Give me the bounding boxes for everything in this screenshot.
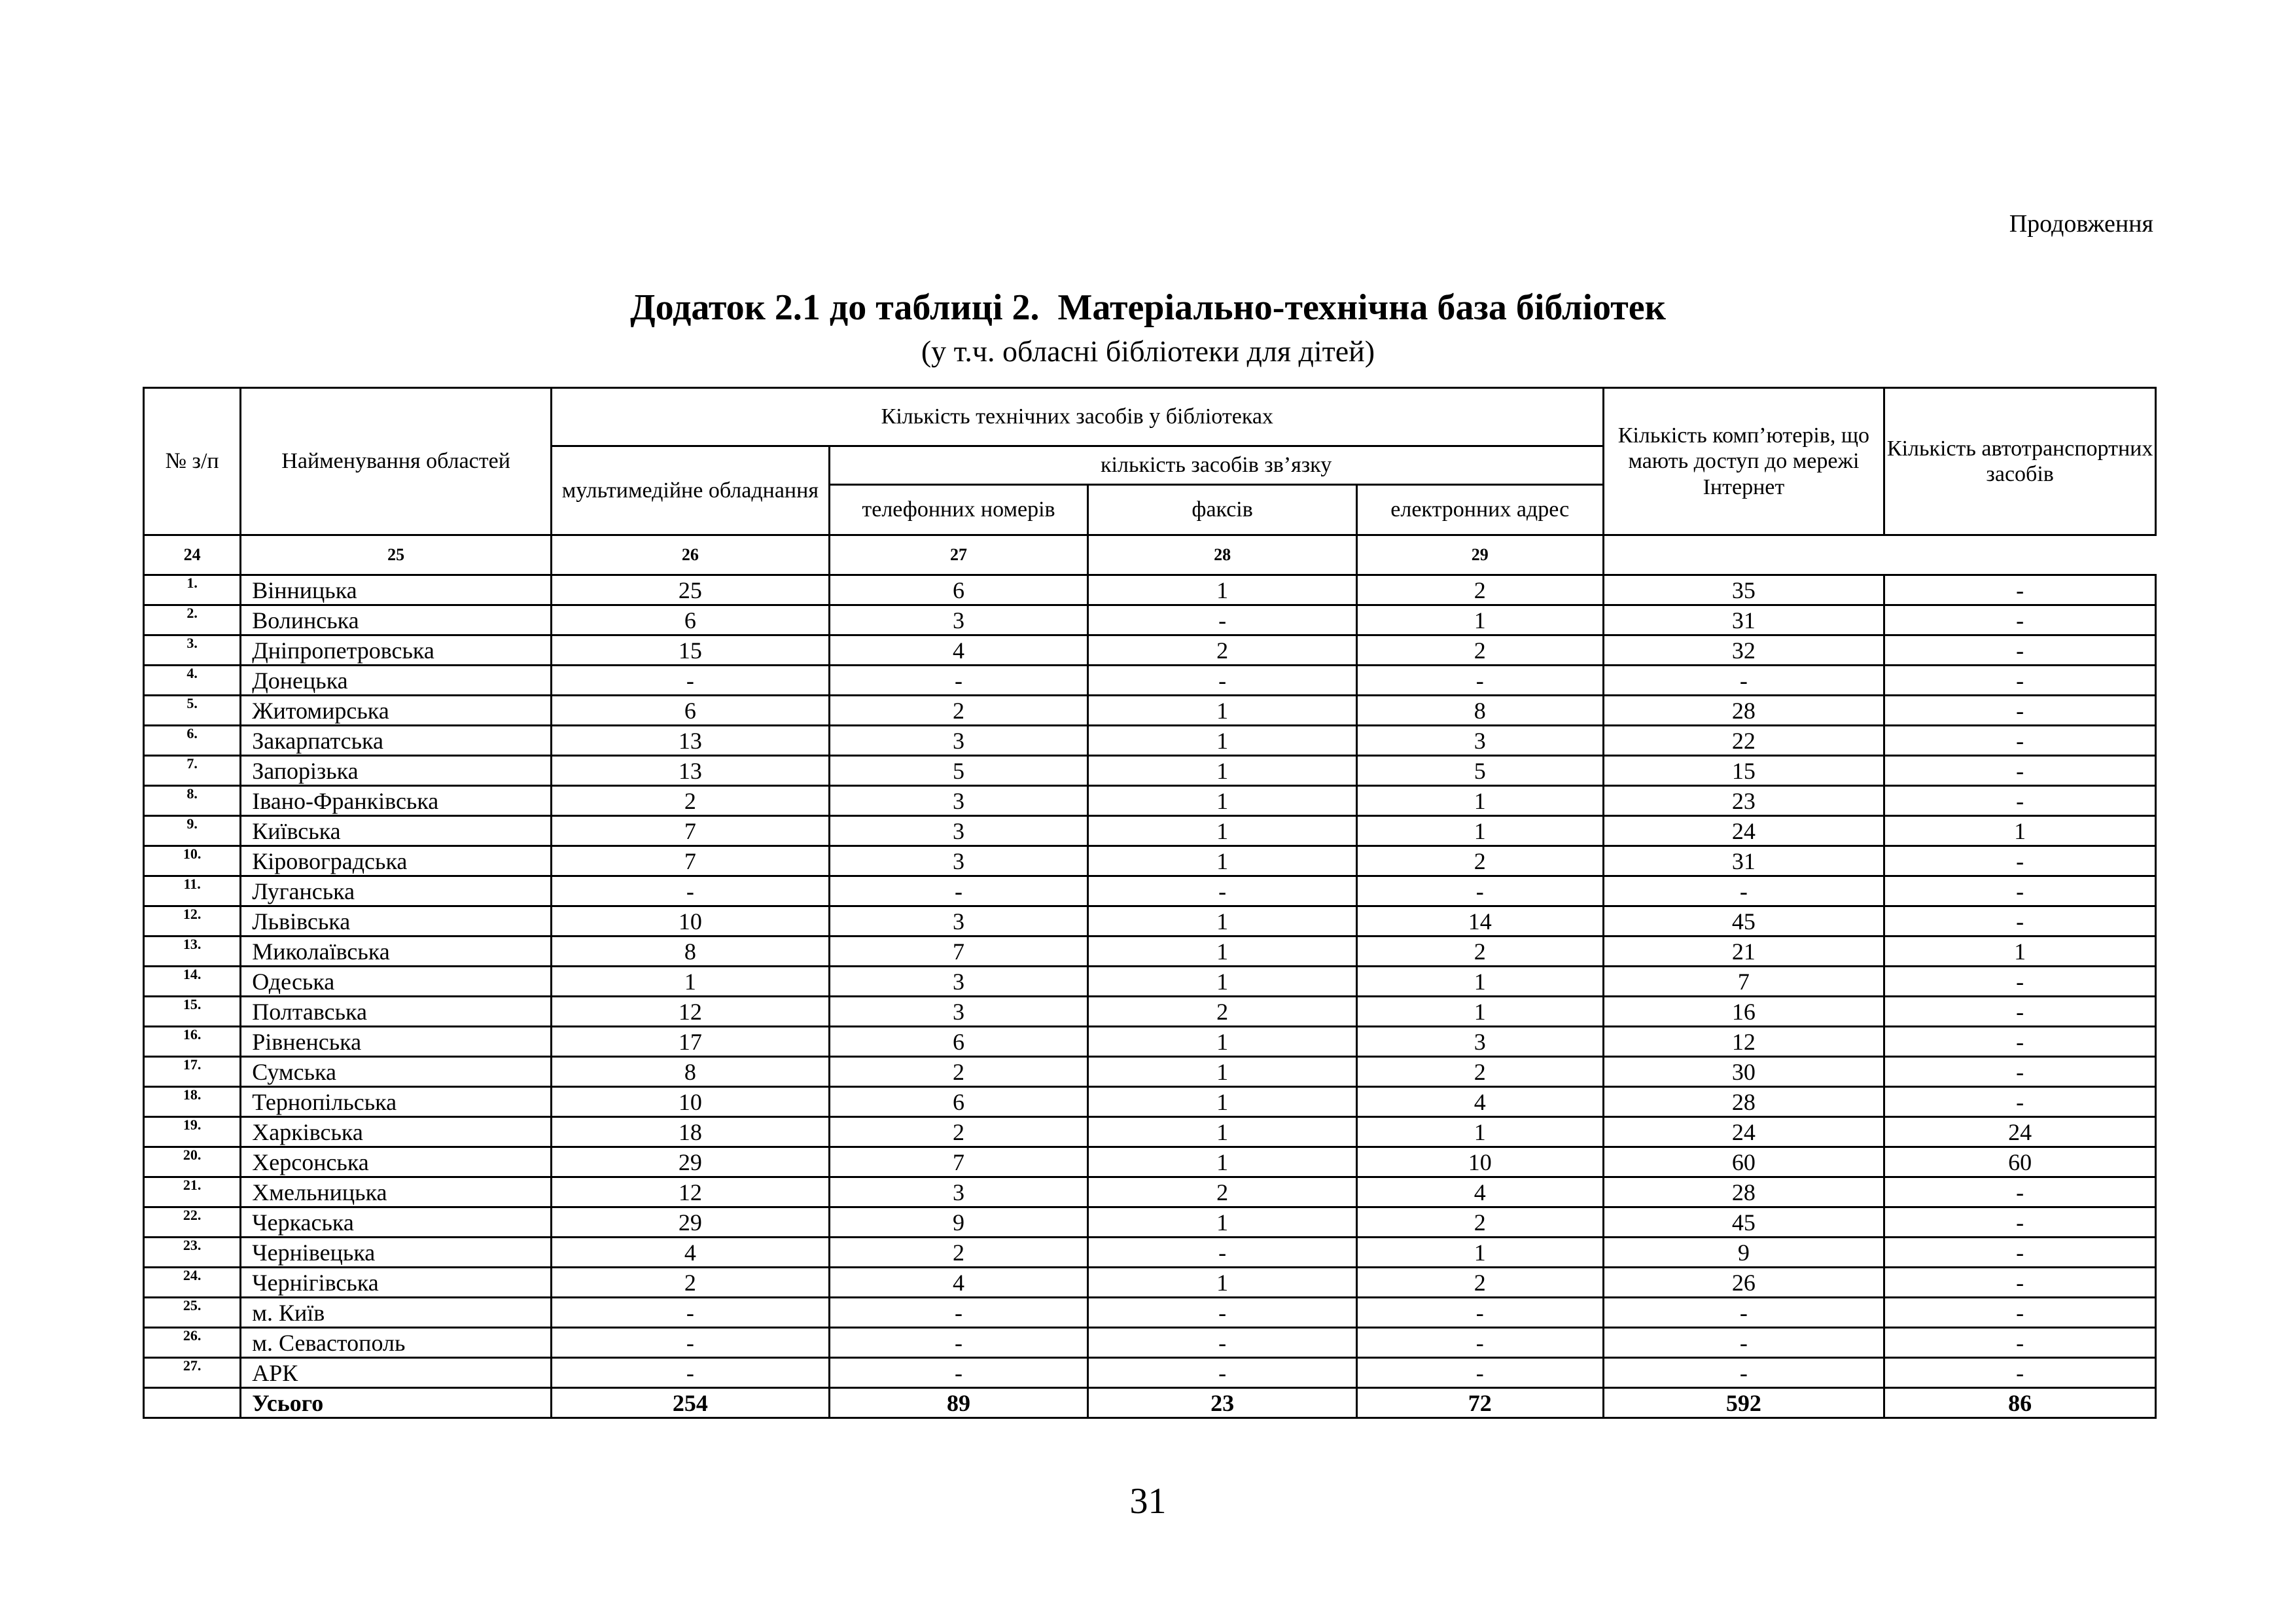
value-cell-c25: 7 [829, 936, 1088, 967]
value-cell-c27: 2 [1356, 635, 1603, 666]
value-cell-c28: 32 [1603, 635, 1884, 666]
value-cell-c24: - [552, 666, 830, 696]
value-cell-c24: 6 [552, 696, 830, 726]
region-name: Одеська [241, 967, 552, 997]
table-row [144, 1147, 2156, 1177]
value-cell-c27: 1 [1356, 997, 1603, 1027]
value-cell-c25: 3 [829, 967, 1088, 997]
table-row [144, 1268, 2156, 1298]
value-cell-c24: 12 [552, 1177, 830, 1207]
value-cell-c27: 14 [1356, 906, 1603, 936]
value-cell-c28: - [1603, 876, 1884, 906]
column-number-cell: 28 [1088, 535, 1357, 575]
row-number: 26. [144, 1328, 241, 1358]
region-name: Херсонська [241, 1147, 552, 1177]
value-cell-c28: 45 [1603, 906, 1884, 936]
header-multimedia: мультимедійне обладнання [552, 446, 830, 535]
row-number: 2. [144, 605, 241, 635]
value-cell-c28: 35 [1603, 575, 1884, 605]
value-cell-c28: 24 [1603, 1117, 1884, 1147]
value-cell-c29: - [1884, 635, 2156, 666]
table-row [144, 1298, 2156, 1328]
value-cell-c28: 45 [1603, 1207, 1884, 1238]
value-cell-c25: 3 [829, 997, 1088, 1027]
value-cell-c29: 1 [1884, 816, 2156, 846]
row-number: 11. [144, 876, 241, 906]
value-cell-c26: 1 [1088, 786, 1357, 816]
row-number: 25. [144, 1298, 241, 1328]
total-cell-c27: 72 [1356, 1388, 1603, 1418]
table-row [144, 756, 2156, 786]
value-cell-c25: 4 [829, 635, 1088, 666]
value-cell-c29: - [1884, 876, 2156, 906]
value-cell-c25: 2 [829, 1238, 1088, 1268]
value-cell-c26: - [1088, 1328, 1357, 1358]
value-cell-c29: - [1884, 1027, 2156, 1057]
page-subtitle: (у т.ч. обласні бібліотеки для дітей) [921, 334, 1375, 368]
table-row [144, 967, 2156, 997]
table-row [144, 786, 2156, 816]
value-cell-c29: - [1884, 1328, 2156, 1358]
value-cell-c28: - [1603, 1298, 1884, 1328]
row-number: 6. [144, 726, 241, 756]
column-number-cell: 29 [1356, 535, 1603, 575]
value-cell-c26: 1 [1088, 575, 1357, 605]
value-cell-c26: 1 [1088, 1027, 1357, 1057]
header-comm-group: кількість засобів зв’язку [829, 446, 1603, 485]
table-row [144, 726, 2156, 756]
value-cell-c24: 10 [552, 1087, 830, 1117]
value-cell-c27: 10 [1356, 1147, 1603, 1177]
value-cell-c27: - [1356, 666, 1603, 696]
value-cell-c26: 1 [1088, 1207, 1357, 1238]
row-number: 5. [144, 696, 241, 726]
value-cell-c26: - [1088, 876, 1357, 906]
header-tech-group: Кількість технічних засобів у бібліотеках [552, 388, 1604, 446]
value-cell-c29: - [1884, 846, 2156, 876]
value-cell-c24: 13 [552, 726, 830, 756]
row-number: 23. [144, 1238, 241, 1268]
value-cell-c24: 7 [552, 816, 830, 846]
table-row [144, 936, 2156, 967]
value-cell-c27: 2 [1356, 846, 1603, 876]
value-cell-c26: 1 [1088, 726, 1357, 756]
value-cell-c24: 2 [552, 1268, 830, 1298]
value-cell-c25: - [829, 876, 1088, 906]
value-cell-c25: 3 [829, 906, 1088, 936]
value-cell-c28: 22 [1603, 726, 1884, 756]
value-cell-c26: - [1088, 666, 1357, 696]
value-cell-c27: 5 [1356, 756, 1603, 786]
header-computers: Кількість комп’ютерів, що мають доступ до мережі Інтернет [1603, 388, 1884, 535]
table-row [144, 1087, 2156, 1117]
continuation-label: Продовження [2009, 210, 2153, 238]
value-cell-c25: - [829, 666, 1088, 696]
value-cell-c27: 1 [1356, 786, 1603, 816]
table-row [144, 696, 2156, 726]
value-cell-c29: - [1884, 605, 2156, 635]
library-equipment-table-wrapper [143, 387, 2157, 1419]
value-cell-c27: 1 [1356, 1117, 1603, 1147]
value-cell-c29: - [1884, 726, 2156, 756]
value-cell-c29: - [1884, 1298, 2156, 1328]
region-name: Харківська [241, 1117, 552, 1147]
value-cell-c24: 15 [552, 635, 830, 666]
region-name: Запорізька [241, 756, 552, 786]
value-cell-c28: 30 [1603, 1057, 1884, 1087]
total-row [144, 1388, 2156, 1418]
value-cell-c26: - [1088, 605, 1357, 635]
row-number: 8. [144, 786, 241, 816]
value-cell-c27: 1 [1356, 1238, 1603, 1268]
value-cell-c24: - [552, 1298, 830, 1328]
value-cell-c24: 12 [552, 997, 830, 1027]
value-cell-c27: 4 [1356, 1087, 1603, 1117]
region-name: Кіровоградська [241, 846, 552, 876]
page-title: Додаток 2.1 до таблиці 2. Матеріально-технічна база бібліотек [630, 287, 1666, 328]
value-cell-c25: 3 [829, 605, 1088, 635]
value-cell-c29: - [1884, 1057, 2156, 1087]
value-cell-c28: 60 [1603, 1147, 1884, 1177]
value-cell-c24: - [552, 1328, 830, 1358]
value-cell-c28: 28 [1603, 696, 1884, 726]
region-name: Закарпатська [241, 726, 552, 756]
value-cell-c29: - [1884, 967, 2156, 997]
value-cell-c24: - [552, 876, 830, 906]
value-cell-c24: 13 [552, 756, 830, 786]
value-cell-c27: - [1356, 1298, 1603, 1328]
value-cell-c24: 2 [552, 786, 830, 816]
value-cell-c28: - [1603, 666, 1884, 696]
value-cell-c26: 1 [1088, 696, 1357, 726]
value-cell-c25: - [829, 1298, 1088, 1328]
value-cell-c27: 4 [1356, 1177, 1603, 1207]
region-name: Дніпропетровська [241, 635, 552, 666]
value-cell-c28: 12 [1603, 1027, 1884, 1057]
value-cell-c25: 3 [829, 786, 1088, 816]
region-name: Волинська [241, 605, 552, 635]
value-cell-c29: 60 [1884, 1147, 2156, 1177]
row-number: 10. [144, 846, 241, 876]
value-cell-c29: - [1884, 1207, 2156, 1238]
value-cell-c25: 2 [829, 1057, 1088, 1087]
row-number: 17. [144, 1057, 241, 1087]
row-number: 7. [144, 756, 241, 786]
value-cell-c27: 1 [1356, 605, 1603, 635]
column-number-cell: 27 [829, 535, 1088, 575]
value-cell-c25: 6 [829, 1087, 1088, 1117]
value-cell-c29: - [1884, 575, 2156, 605]
table-row [144, 1207, 2156, 1238]
column-number-cell: 25 [241, 535, 552, 575]
value-cell-c29: - [1884, 756, 2156, 786]
value-cell-c27: 2 [1356, 575, 1603, 605]
table-row [144, 816, 2156, 846]
value-cell-c26: 1 [1088, 1147, 1357, 1177]
value-cell-c26: - [1088, 1298, 1357, 1328]
value-cell-c24: 6 [552, 605, 830, 635]
value-cell-c24: 25 [552, 575, 830, 605]
value-cell-c28: 23 [1603, 786, 1884, 816]
row-number: 20. [144, 1147, 241, 1177]
value-cell-c24: - [552, 1358, 830, 1388]
table-row [144, 1057, 2156, 1087]
table-row [144, 906, 2156, 936]
row-number: 27. [144, 1358, 241, 1388]
region-name: м. Севастополь [241, 1328, 552, 1358]
value-cell-c24: 7 [552, 846, 830, 876]
table-row [144, 846, 2156, 876]
table-row [144, 635, 2156, 666]
table-row [144, 997, 2156, 1027]
value-cell-c26: 2 [1088, 635, 1357, 666]
value-cell-c25: 9 [829, 1207, 1088, 1238]
header-num: № з/п [144, 388, 241, 535]
row-number: 22. [144, 1207, 241, 1238]
value-cell-c24: 17 [552, 1027, 830, 1057]
value-cell-c28: 9 [1603, 1238, 1884, 1268]
header-faxes: факсів [1088, 485, 1357, 535]
value-cell-c25: 3 [829, 1177, 1088, 1207]
value-cell-c29: - [1884, 1087, 2156, 1117]
value-cell-c27: 1 [1356, 967, 1603, 997]
table-row [144, 1328, 2156, 1358]
library-equipment-table [143, 387, 2157, 1419]
value-cell-c29: - [1884, 1358, 2156, 1388]
total-label: Усього [241, 1388, 552, 1418]
value-cell-c26: 2 [1088, 997, 1357, 1027]
table-row [144, 876, 2156, 906]
value-cell-c24: 4 [552, 1238, 830, 1268]
value-cell-c27: 2 [1356, 1268, 1603, 1298]
row-number: 1. [144, 575, 241, 605]
value-cell-c28: 15 [1603, 756, 1884, 786]
value-cell-c28: 7 [1603, 967, 1884, 997]
value-cell-c26: 1 [1088, 846, 1357, 876]
region-name: Донецька [241, 666, 552, 696]
value-cell-c26: 1 [1088, 936, 1357, 967]
value-cell-c24: 1 [552, 967, 830, 997]
region-name: Черкаська [241, 1207, 552, 1238]
value-cell-c27: 3 [1356, 726, 1603, 756]
column-number-cell: 26 [552, 535, 830, 575]
value-cell-c29: - [1884, 696, 2156, 726]
region-name: Київська [241, 816, 552, 846]
value-cell-c27: 3 [1356, 1027, 1603, 1057]
value-cell-c29: - [1884, 1268, 2156, 1298]
value-cell-c26: 1 [1088, 1087, 1357, 1117]
region-name: Тернопільська [241, 1087, 552, 1117]
value-cell-c29: 24 [1884, 1117, 2156, 1147]
value-cell-c27: 2 [1356, 1057, 1603, 1087]
value-cell-c25: 6 [829, 575, 1088, 605]
table-row [144, 1358, 2156, 1388]
value-cell-c27: 2 [1356, 1207, 1603, 1238]
row-number: 14. [144, 967, 241, 997]
region-name: Чернігівська [241, 1268, 552, 1298]
value-cell-c28: 28 [1603, 1177, 1884, 1207]
value-cell-c25: 3 [829, 726, 1088, 756]
value-cell-c24: 29 [552, 1147, 830, 1177]
value-cell-c24: 29 [552, 1207, 830, 1238]
region-name: Миколаївська [241, 936, 552, 967]
value-cell-c28: 24 [1603, 816, 1884, 846]
region-name: м. Київ [241, 1298, 552, 1328]
total-cell-c25: 89 [829, 1388, 1088, 1418]
region-name: Львівська [241, 906, 552, 936]
value-cell-c25: 2 [829, 696, 1088, 726]
row-number: 4. [144, 666, 241, 696]
total-empty-cell [144, 1388, 241, 1418]
table-row [144, 1027, 2156, 1057]
table-body [144, 575, 2156, 1418]
row-number: 9. [144, 816, 241, 846]
value-cell-c29: 1 [1884, 936, 2156, 967]
table-row [144, 666, 2156, 696]
column-number-row [144, 535, 2156, 575]
value-cell-c26: 1 [1088, 1117, 1357, 1147]
value-cell-c28: 31 [1603, 846, 1884, 876]
total-cell-c28: 592 [1603, 1388, 1884, 1418]
value-cell-c28: 28 [1603, 1087, 1884, 1117]
region-name: Чернівецька [241, 1238, 552, 1268]
header-emails: електронних адрес [1356, 485, 1603, 535]
value-cell-c25: - [829, 1328, 1088, 1358]
region-name: Полтавська [241, 997, 552, 1027]
total-cell-c29: 86 [1884, 1388, 2156, 1418]
row-number: 12. [144, 906, 241, 936]
table-row [144, 1238, 2156, 1268]
value-cell-c26: 1 [1088, 1057, 1357, 1087]
value-cell-c26: 1 [1088, 967, 1357, 997]
value-cell-c26: - [1088, 1238, 1357, 1268]
value-cell-c26: - [1088, 1358, 1357, 1388]
column-number-cell: 24 [144, 535, 241, 575]
total-cell-c26: 23 [1088, 1388, 1357, 1418]
value-cell-c24: 8 [552, 936, 830, 967]
value-cell-c25: - [829, 1358, 1088, 1388]
value-cell-c27: 8 [1356, 696, 1603, 726]
value-cell-c29: - [1884, 1177, 2156, 1207]
value-cell-c28: - [1603, 1328, 1884, 1358]
value-cell-c25: 3 [829, 846, 1088, 876]
value-cell-c28: 26 [1603, 1268, 1884, 1298]
value-cell-c27: 2 [1356, 936, 1603, 967]
value-cell-c28: 16 [1603, 997, 1884, 1027]
value-cell-c29: - [1884, 997, 2156, 1027]
value-cell-c27: - [1356, 1358, 1603, 1388]
page-number: 31 [1129, 1481, 1167, 1522]
value-cell-c24: 8 [552, 1057, 830, 1087]
row-number: 13. [144, 936, 241, 967]
region-name: Житомирська [241, 696, 552, 726]
value-cell-c25: 2 [829, 1117, 1088, 1147]
value-cell-c25: 7 [829, 1147, 1088, 1177]
value-cell-c26: 1 [1088, 906, 1357, 936]
row-number: 16. [144, 1027, 241, 1057]
value-cell-c25: 4 [829, 1268, 1088, 1298]
value-cell-c25: 6 [829, 1027, 1088, 1057]
region-name: Сумська [241, 1057, 552, 1087]
value-cell-c29: - [1884, 786, 2156, 816]
value-cell-c24: 10 [552, 906, 830, 936]
value-cell-c29: - [1884, 666, 2156, 696]
total-cell-c24: 254 [552, 1388, 830, 1418]
row-number: 24. [144, 1268, 241, 1298]
row-number: 18. [144, 1087, 241, 1117]
value-cell-c24: 18 [552, 1117, 830, 1147]
table-row [144, 1117, 2156, 1147]
region-name: Луганська [241, 876, 552, 906]
table-row [144, 605, 2156, 635]
value-cell-c28: - [1603, 1358, 1884, 1388]
value-cell-c25: 5 [829, 756, 1088, 786]
value-cell-c25: 3 [829, 816, 1088, 846]
region-name: Івано-Франківська [241, 786, 552, 816]
region-name: Вінницька [241, 575, 552, 605]
header-vehicles: Кількість автотранспортних засобів [1884, 388, 2156, 535]
value-cell-c29: - [1884, 1238, 2156, 1268]
value-cell-c26: 2 [1088, 1177, 1357, 1207]
header-region-name: Найменування областей [241, 388, 552, 535]
value-cell-c28: 21 [1603, 936, 1884, 967]
value-cell-c27: 1 [1356, 816, 1603, 846]
header-phones: телефонних номерів [829, 485, 1088, 535]
value-cell-c28: 31 [1603, 605, 1884, 635]
value-cell-c26: 1 [1088, 756, 1357, 786]
value-cell-c26: 1 [1088, 816, 1357, 846]
region-name: АРК [241, 1358, 552, 1388]
table-row [144, 575, 2156, 605]
row-number: 15. [144, 997, 241, 1027]
region-name: Рівненська [241, 1027, 552, 1057]
value-cell-c29: - [1884, 906, 2156, 936]
row-number: 3. [144, 635, 241, 666]
value-cell-c27: - [1356, 1328, 1603, 1358]
table-row [144, 1177, 2156, 1207]
region-name: Хмельницька [241, 1177, 552, 1207]
row-number: 19. [144, 1117, 241, 1147]
row-number: 21. [144, 1177, 241, 1207]
value-cell-c27: - [1356, 876, 1603, 906]
value-cell-c26: 1 [1088, 1268, 1357, 1298]
